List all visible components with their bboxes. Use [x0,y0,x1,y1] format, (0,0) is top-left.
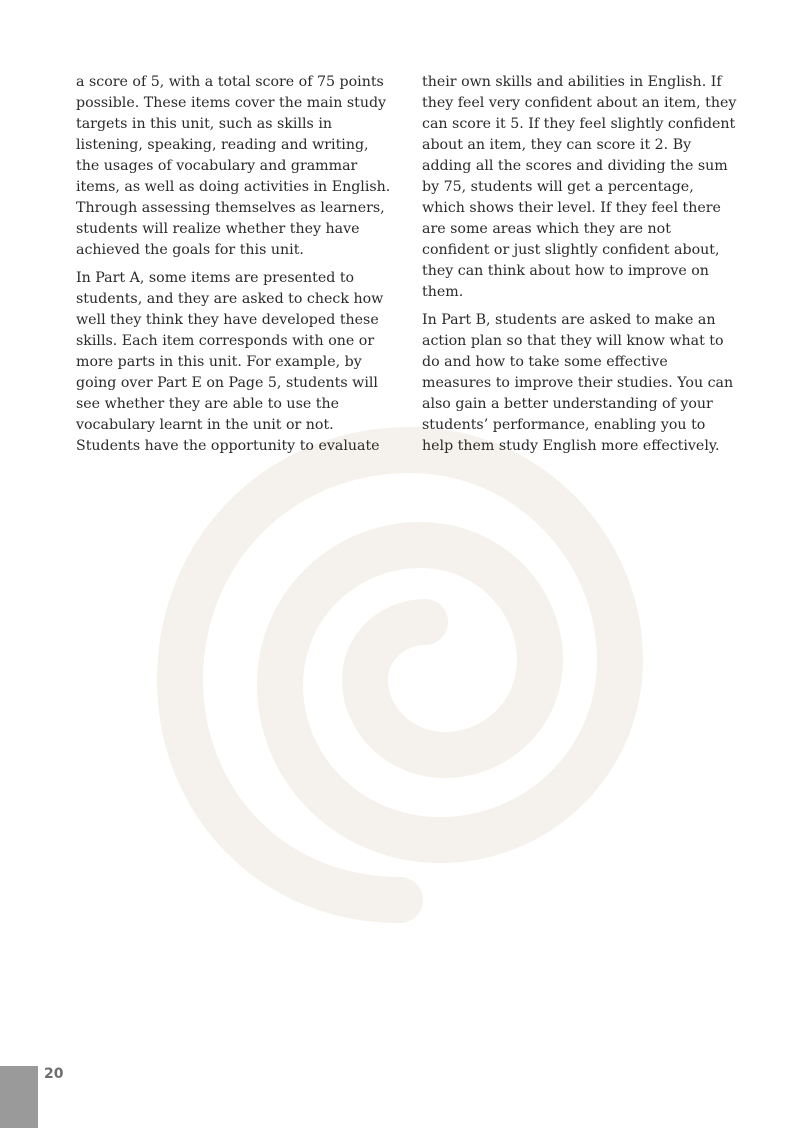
right-column [422,72,740,464]
page-number: 20 [44,1066,64,1082]
paragraph-scoring-method: their own skills and abilities in English. If they feel very confident about an item, they can score it 5. If they feel slightly confident about an item, they can score it 2. By adding all the scores and dividing the sum by 75, students will get a percentage, which shows their level. If they feel there are some areas which they are not confident or just slightly confident about, they can think about how to improve on them. [422,74,737,300]
left-column [76,72,394,464]
page-tab [0,1066,38,1128]
paragraph-part-b: In Part B, students are asked to make an action plan so that they will know what to do and how to take some effective measures to improve their studies. You can also gain a better understanding of your students’ performance, enabling you to help them study English more effectively. [422,312,734,454]
spiral-watermark-icon [150,400,650,960]
paragraph-score-overview: a score of 5, with a total score of 75 points possible. These items cover the main study targets in this unit, such as skills in listening, speaking, reading and writing, the usages of vocabulary and grammar items, as well as doing activities in English. Through assessing themselves as learners, students will realize whether they have achieved the goals for this unit. [76,74,391,258]
paragraph-part-a: In Part A, some items are presented to students, and they are asked to check how well they think they have developed these skills. Each item corresponds with one or more parts in this unit. For example, by going over Part E on Page 5, students will see whether they are able to use the vocabulary learnt in the unit or not. Students have the opportunity to evaluate [76,270,384,454]
two-column-body [76,72,740,464]
